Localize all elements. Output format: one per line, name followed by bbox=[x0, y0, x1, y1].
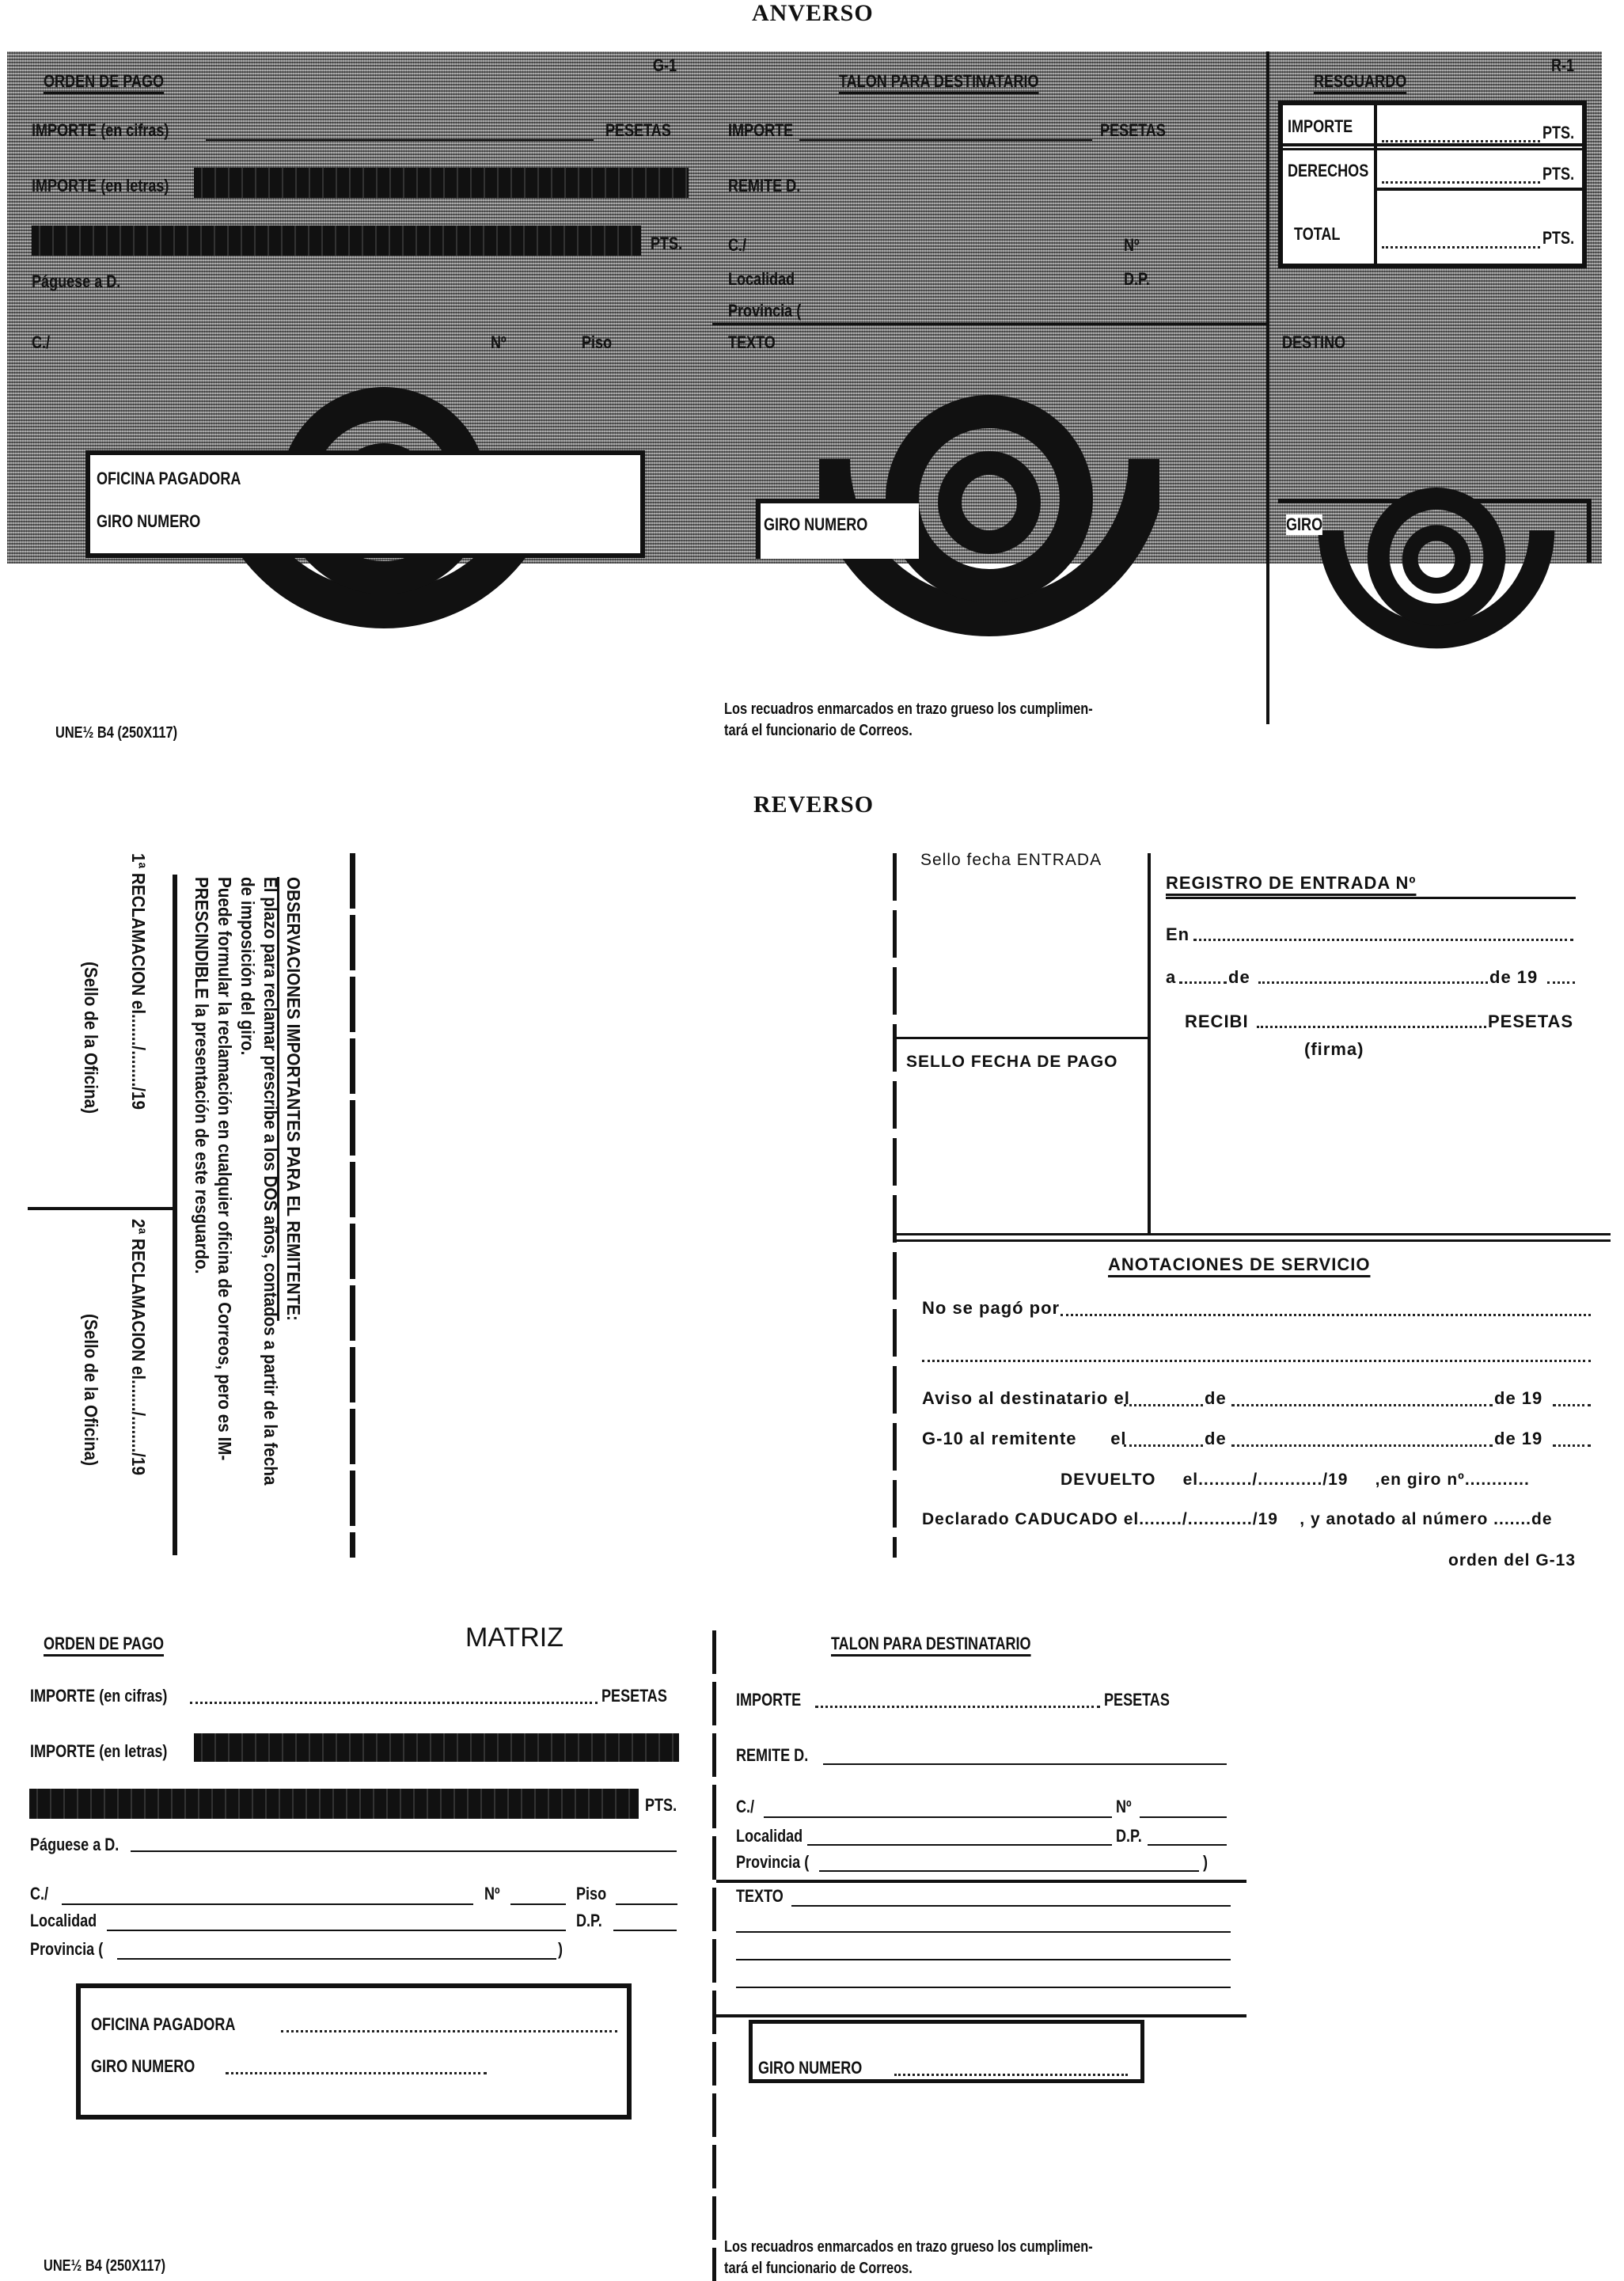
reverso-right-border bbox=[893, 853, 897, 1558]
resguardo-giro-label: GIRO bbox=[1286, 514, 1323, 534]
matriz-piso-label: Piso bbox=[576, 1884, 607, 1903]
talon-giro-numero-label: GIRO NUMERO bbox=[764, 514, 868, 534]
registro-title: REGISTRO DE ENTRADA Nº bbox=[1166, 873, 1417, 893]
matriz-cut-line bbox=[712, 1630, 716, 2281]
anotaciones-title: ANOTACIONES DE SERVICIO bbox=[1108, 1254, 1371, 1274]
matriz-giro-numero-label: GIRO NUMERO bbox=[91, 2056, 195, 2076]
matriz-importe-letras-field-2[interactable] bbox=[29, 1789, 639, 1819]
matriz-oficina-pagadora-field[interactable] bbox=[281, 2030, 617, 2032]
matriz-talon-pesetas-label: PESETAS bbox=[1104, 1690, 1170, 1710]
registro-de-label: de bbox=[1228, 967, 1250, 987]
matriz-footnote: Los recuadros enmarcados en trazo grueso los cumplimen- bbox=[724, 2238, 1093, 2256]
matriz-localidad-label: Localidad bbox=[30, 1911, 97, 1930]
matriz-talon-calle-field[interactable] bbox=[764, 1816, 1112, 1818]
matriz-orden-title: ORDEN DE PAGO bbox=[44, 1634, 165, 1653]
anotaciones-separator-2 bbox=[894, 1239, 1611, 1242]
no-pago-label: No se pagó por bbox=[922, 1298, 1061, 1318]
observaciones-line: PRESCINDIBLE la presentación de este resguardo. bbox=[192, 877, 212, 1274]
resguardo-row-divider bbox=[1283, 143, 1582, 146]
matriz-talon-localidad-label: Localidad bbox=[736, 1826, 803, 1846]
resguardo-total-unit: PTS. bbox=[1542, 228, 1575, 248]
observaciones-line: El plazo para reclamar prescribe a los DOS años, contados a partir de la fecha bbox=[260, 877, 281, 1486]
resguardo-destino-label: DESTINO bbox=[1282, 332, 1346, 352]
matriz-format: UNE½ B4 (250X117) bbox=[44, 2257, 166, 2275]
matriz-talon-remite-label: REMITE D. bbox=[736, 1745, 809, 1765]
g10-mes-field[interactable] bbox=[1231, 1444, 1493, 1447]
matriz-talon-numero-field[interactable] bbox=[1140, 1816, 1227, 1818]
talon-title: TALON PARA DESTINATARIO bbox=[839, 71, 1039, 91]
matriz-importe-cifras-label: IMPORTE (en cifras) bbox=[30, 1686, 168, 1706]
matriz-talon-calle-label: C./ bbox=[736, 1797, 755, 1816]
matriz-talon-title: TALON PARA DESTINATARIO bbox=[831, 1634, 1031, 1653]
matriz-talon-provincia-label: Provincia ( bbox=[736, 1852, 810, 1872]
matriz-piso-field[interactable] bbox=[616, 1903, 677, 1905]
matriz-talon-importe-field[interactable] bbox=[815, 1706, 1100, 1708]
aviso-de-label: de bbox=[1205, 1388, 1227, 1408]
matriz-provincia-field[interactable] bbox=[117, 1958, 556, 1960]
importe-cifras-label: IMPORTE (en cifras) bbox=[32, 120, 169, 140]
resguardo-title: RESGUARDO bbox=[1314, 71, 1407, 91]
observaciones-line: Puede formular la reclamación en cualquier oficina de Correos, pero es IM- bbox=[214, 877, 235, 1461]
reverso-title: REVERSO bbox=[753, 791, 875, 818]
matriz-pesetas-label: PESETAS bbox=[601, 1686, 667, 1706]
talon-separator bbox=[712, 323, 1266, 325]
matriz-pts-label: PTS. bbox=[645, 1795, 677, 1815]
matriz-talon-localidad-field[interactable] bbox=[807, 1844, 1112, 1846]
matriz-dp-label: D.P. bbox=[576, 1911, 602, 1930]
matriz-title: MATRIZ bbox=[465, 1623, 564, 1653]
resguardo-importe-label: IMPORTE bbox=[1288, 116, 1353, 136]
no-pago-field-2[interactable] bbox=[922, 1360, 1591, 1362]
matriz-provincia-label: Provincia ( bbox=[30, 1939, 104, 1959]
resguardo-importe-field[interactable] bbox=[1382, 140, 1540, 142]
matriz-giro-separator bbox=[716, 2014, 1246, 2017]
matriz-talon-numero-label: Nº bbox=[1116, 1797, 1132, 1816]
anverso-footnote-2: tará el funcionario de Correos. bbox=[724, 722, 913, 739]
registro-a-label: a bbox=[1166, 967, 1177, 987]
reclamacion-1[interactable]: 1ª RECLAMACION el......./......../19 bbox=[128, 853, 149, 1110]
g10-de19-label: de 19 bbox=[1494, 1429, 1543, 1448]
giro-numero-label: GIRO NUMERO bbox=[97, 511, 201, 531]
paguese-label: Páguese a D. bbox=[32, 271, 121, 291]
matriz-localidad-field[interactable] bbox=[107, 1930, 566, 1931]
matriz-talon-texto-field[interactable] bbox=[791, 1905, 1231, 1907]
calle-label: C./ bbox=[32, 332, 51, 352]
matriz-oficina-box bbox=[76, 1983, 632, 2120]
oficina-pagadora-label: OFICINA PAGADORA bbox=[97, 469, 241, 488]
sello-oficina-1: (Sello de la Oficina) bbox=[81, 962, 101, 1114]
matriz-talon-provincia-field[interactable] bbox=[819, 1870, 1199, 1872]
registro-dia-field[interactable] bbox=[1179, 981, 1227, 984]
matriz-talon-separator bbox=[716, 1880, 1246, 1883]
resguardo-derechos-field[interactable] bbox=[1382, 181, 1540, 184]
orden-code: G-1 bbox=[653, 55, 677, 75]
resguardo-derechos-unit: PTS. bbox=[1542, 164, 1575, 184]
resguardo-divider bbox=[1266, 51, 1269, 724]
matriz-talon-dp-field[interactable] bbox=[1148, 1844, 1227, 1846]
registro-recibi-label: RECIBI bbox=[1185, 1011, 1249, 1031]
matriz-importe-letras-label: IMPORTE (en letras) bbox=[30, 1741, 168, 1761]
talon-pesetas-label: PESETAS bbox=[1100, 120, 1166, 140]
resguardo-code: R-1 bbox=[1551, 55, 1575, 75]
registro-pesetas-label: PESETAS bbox=[1488, 1011, 1574, 1031]
g10-anio-field[interactable] bbox=[1553, 1444, 1591, 1447]
matriz-importe-cifras-field[interactable] bbox=[190, 1702, 598, 1704]
talon-importe-field[interactable] bbox=[799, 139, 1092, 141]
talon-calle-label: C./ bbox=[728, 235, 747, 255]
pts-label: PTS. bbox=[651, 233, 683, 253]
registro-en-label: En bbox=[1166, 924, 1190, 944]
numero-label: Nº bbox=[491, 332, 507, 352]
registro-firma-label: (firma) bbox=[1304, 1039, 1364, 1059]
matriz-talon-importe-label: IMPORTE bbox=[736, 1690, 802, 1710]
resguardo-col-divider bbox=[1374, 105, 1377, 264]
matriz-numero-label: Nº bbox=[484, 1884, 500, 1903]
g10-label: G-10 al remitente el bbox=[922, 1429, 1127, 1448]
aviso-dia-field[interactable] bbox=[1124, 1404, 1203, 1406]
anverso-format: UNE½ B4 (250X117) bbox=[55, 724, 178, 742]
matriz-talon-texto-field-4[interactable] bbox=[736, 1987, 1231, 1988]
aviso-mes-field[interactable] bbox=[1231, 1404, 1493, 1406]
matriz-talon-texto-field-2[interactable] bbox=[736, 1931, 1231, 1933]
registro-underline bbox=[1166, 897, 1576, 899]
registro-recibi-field[interactable] bbox=[1257, 1026, 1486, 1028]
resguardo-derechos-label: DERECHOS bbox=[1288, 161, 1369, 180]
importe-letras-field-2[interactable] bbox=[32, 226, 641, 256]
matriz-numero-field[interactable] bbox=[510, 1903, 566, 1905]
caducado-line[interactable]: Declarado CADUCADO el......../............/19 , y anotado al número .......de bbox=[922, 1510, 1553, 1528]
oficina-pagadora-box bbox=[85, 450, 645, 558]
reclamacion-divider bbox=[173, 875, 177, 1555]
talon-remite-label: REMITE D. bbox=[728, 176, 801, 195]
orden-title: ORDEN DE PAGO bbox=[44, 71, 165, 91]
matriz-talon-giro-numero-field[interactable] bbox=[894, 2074, 1128, 2076]
matriz-oficina-pagadora-label: OFICINA PAGADORA bbox=[91, 2014, 236, 2034]
sello-separator bbox=[894, 1037, 1148, 1039]
matriz-talon-texto-field-3[interactable] bbox=[736, 1959, 1231, 1960]
matriz-dp-field[interactable] bbox=[613, 1930, 677, 1931]
aviso-anio-field[interactable] bbox=[1553, 1404, 1591, 1406]
anotaciones-separator bbox=[894, 1233, 1611, 1235]
talon-provincia-label: Provincia ( bbox=[728, 301, 802, 321]
resguardo-row-divider bbox=[1375, 188, 1582, 191]
resguardo-box bbox=[1278, 101, 1587, 268]
orden-g13-label: orden del G-13 bbox=[1448, 1551, 1577, 1569]
observaciones-title: OBSERVACIONES IMPORTANTES PARA EL REMITENTE: bbox=[283, 877, 304, 1321]
matriz-calle-label: C./ bbox=[30, 1884, 49, 1903]
matriz-calle-field[interactable] bbox=[62, 1903, 473, 1905]
importe-letras-label: IMPORTE (en letras) bbox=[32, 176, 169, 195]
matriz-provincia-close: ) bbox=[558, 1939, 563, 1959]
resguardo-giro-box bbox=[1278, 499, 1592, 563]
matriz-talon-texto-label: TEXTO bbox=[736, 1886, 784, 1906]
matriz-importe-letras-field[interactable] bbox=[194, 1733, 679, 1762]
resguardo-row-divider bbox=[1283, 148, 1582, 150]
reverso-cut-line bbox=[350, 853, 355, 1558]
pesetas-label: PESETAS bbox=[605, 120, 671, 140]
talon-importe-label: IMPORTE bbox=[728, 120, 794, 140]
reclamacion-2[interactable]: 2ª RECLAMACION el......./......../19 bbox=[128, 1219, 149, 1475]
observaciones-block bbox=[190, 877, 305, 1490]
matriz-talon-remite-field[interactable] bbox=[823, 1763, 1227, 1765]
matriz-talon-dp-label: D.P. bbox=[1116, 1826, 1142, 1846]
sello-divider bbox=[1148, 853, 1151, 1235]
talon-localidad-label: Localidad bbox=[728, 269, 795, 289]
matriz-talon-provincia-close: ) bbox=[1203, 1852, 1209, 1872]
matriz-paguese-field[interactable] bbox=[131, 1850, 677, 1852]
matriz-talon-giro-numero-label: GIRO NUMERO bbox=[758, 2058, 863, 2078]
observaciones-line: de imposición del giro. bbox=[237, 877, 258, 1056]
aviso-label: Aviso al destinatario el bbox=[922, 1388, 1130, 1408]
sello-entrada-label: Sello fecha ENTRADA bbox=[920, 851, 1102, 869]
reclamacion-separator bbox=[28, 1207, 174, 1210]
g10-dia-field[interactable] bbox=[1124, 1444, 1203, 1447]
no-pago-field[interactable] bbox=[1061, 1314, 1591, 1316]
sello-pago-label: SELLO FECHA DE PAGO bbox=[906, 1053, 1118, 1071]
talon-texto-label: TEXTO bbox=[728, 332, 776, 352]
registro-mes-field[interactable] bbox=[1258, 981, 1488, 984]
resguardo-total-field[interactable] bbox=[1382, 246, 1540, 249]
g10-de-label: de bbox=[1205, 1429, 1227, 1448]
resguardo-total-label: TOTAL bbox=[1294, 224, 1341, 244]
piso-label: Piso bbox=[582, 332, 613, 352]
matriz-paguese-label: Páguese a D. bbox=[30, 1835, 120, 1854]
importe-cifras-field[interactable] bbox=[206, 139, 594, 141]
matriz-giro-numero-field[interactable] bbox=[226, 2072, 487, 2074]
devuelto-line[interactable]: DEVUELTO el........../............/19 ,en giro nº............ bbox=[1061, 1471, 1530, 1489]
talon-dp-label: D.P. bbox=[1124, 269, 1150, 289]
registro-de19-label: de 19 bbox=[1489, 967, 1539, 987]
importe-letras-field[interactable] bbox=[194, 168, 689, 198]
anverso-footnote: Los recuadros enmarcados en trazo grueso los cumplimen- bbox=[724, 700, 1093, 718]
aviso-de19-label: de 19 bbox=[1494, 1388, 1543, 1408]
anverso-title: ANVERSO bbox=[752, 0, 874, 26]
resguardo-importe-unit: PTS. bbox=[1542, 123, 1575, 142]
talon-numero-label: Nº bbox=[1124, 235, 1140, 255]
registro-anio-field[interactable] bbox=[1547, 981, 1575, 984]
sello-oficina-2: (Sello de la Oficina) bbox=[81, 1314, 101, 1467]
matriz-footnote-2: tará el funcionario de Correos. bbox=[724, 2260, 913, 2277]
registro-en-field[interactable] bbox=[1193, 939, 1573, 941]
